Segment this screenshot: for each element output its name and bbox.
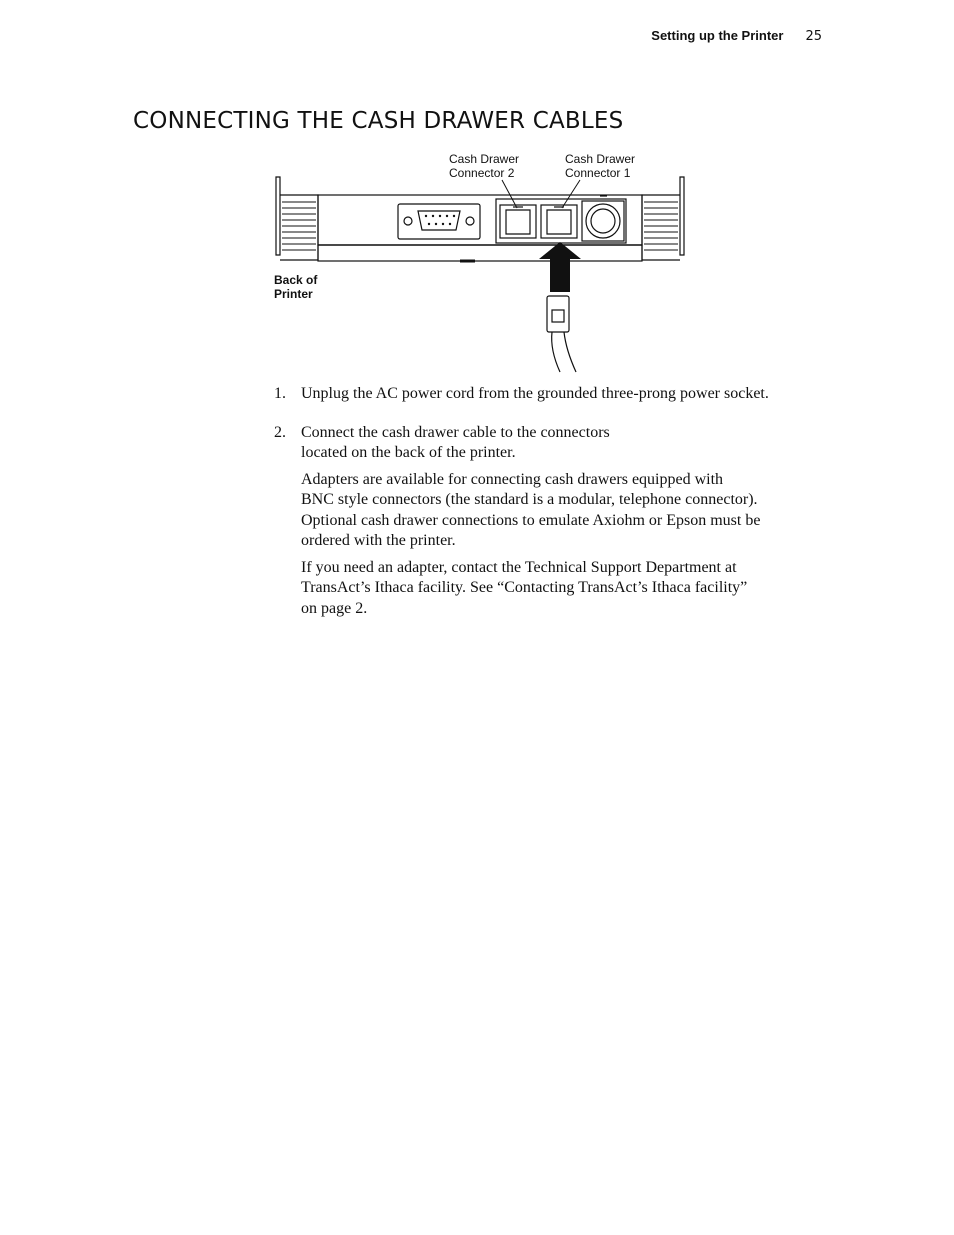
step-text: Unplug the AC power cord from the grounded three-prong power socket. — [301, 385, 769, 402]
serial-port-frame — [398, 204, 480, 239]
section-title: CONNECTING THE CASH DRAWER CABLES — [133, 108, 624, 134]
step-number: 2. — [274, 423, 286, 441]
power-connector-frame — [582, 201, 624, 241]
serial-screw-left — [404, 217, 412, 225]
label-cash-drawer-connector-2: Cash Drawer Connector 2 — [449, 152, 520, 180]
right-vent-icon — [644, 202, 678, 250]
step-item — [274, 423, 819, 626]
leader-line-1 — [562, 180, 580, 208]
step-body — [301, 423, 760, 626]
rj-plug-icon — [547, 296, 569, 332]
step-item — [274, 384, 819, 411]
cable-wire-right — [564, 332, 576, 372]
cable-wire-left — [552, 332, 560, 372]
adapter-paragraph: Adapters are available for connecting cash drawers equipped with BNC style connectors (the standard is a modular, telephone connector). Optional cash drawer connections to emulate Axiohm or Epson must be ordered with the printer. — [301, 470, 761, 549]
running-header — [560, 28, 822, 44]
serial-screw-right — [466, 217, 474, 225]
printer-back-figure — [270, 150, 700, 375]
step-body — [301, 384, 769, 411]
label-cash-drawer-connector-1: Cash Drawer Connector 1 — [565, 152, 636, 180]
left-vent-icon — [282, 202, 316, 250]
step-text: Connect the cash drawer cable to the connectors located on the back of the printer. — [301, 423, 610, 461]
instruction-steps — [274, 384, 819, 637]
printer-back-drawing — [270, 150, 700, 375]
page-number: 25 — [805, 29, 822, 44]
left-frame — [276, 177, 280, 255]
support-paragraph: If you need an adapter, contact the Technical Support Department at TransAct’s Ithaca facility. See “Contacting TransAct’s Ithaca facility” on page 2. — [301, 558, 748, 617]
db9-connector-icon — [418, 211, 460, 230]
label-back-of-printer: Back of Printer — [274, 273, 318, 301]
right-frame — [680, 177, 684, 255]
step-number: 1. — [274, 385, 286, 402]
base-strip — [318, 245, 642, 261]
header-section-title: Setting up the Printer — [651, 28, 784, 43]
leader-line-2 — [502, 180, 517, 208]
insert-arrow-icon — [539, 242, 581, 292]
